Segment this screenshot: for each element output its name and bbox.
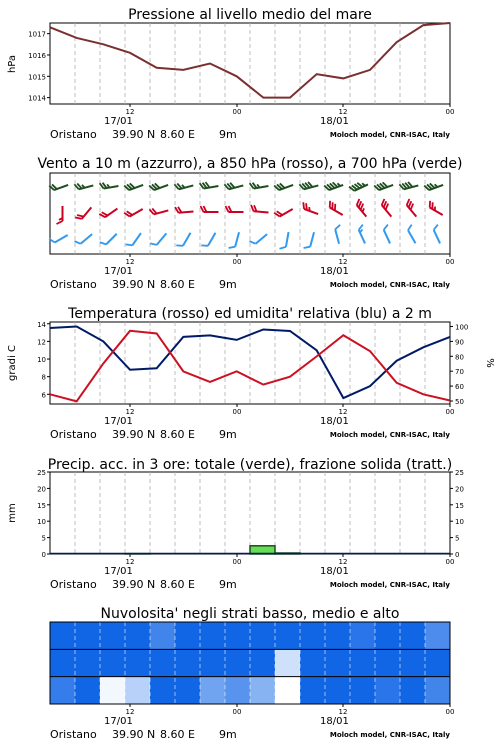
wind-barb-700hpa (74, 180, 93, 190)
wind-barb-700hpa (200, 180, 219, 189)
wind-barb-10m (49, 230, 68, 244)
y2-tick-label: 5 (455, 534, 460, 543)
wind-barb-850hpa (427, 201, 446, 215)
wind-barb-850hpa (380, 199, 396, 217)
cloud-cell-medio (375, 649, 400, 677)
cloud-cell-medio (125, 649, 150, 677)
wind-barb-850hpa (75, 204, 91, 222)
model-credit: Moloch model, CNR-ISAC, Italy (329, 281, 450, 289)
wind-barb-700hpa (299, 180, 318, 190)
longitude: 8.60 E (160, 428, 195, 441)
x-date-label: 18/01 (320, 566, 349, 577)
barb-flag (382, 225, 389, 230)
model-credit: Moloch model, CNR-ISAC, Italy (329, 431, 450, 439)
y2-tick-label: 25 (455, 469, 464, 477)
y2-tick-label: 70 (455, 368, 464, 377)
y-tick-label: 1017 (28, 30, 46, 39)
barb-flag (301, 202, 306, 209)
cloud-cell-basso (325, 677, 350, 705)
elevation: 9m (219, 428, 237, 441)
cloud-cell-medio (400, 649, 425, 677)
y-tick-label: 1014 (28, 94, 46, 103)
wind-barb-10m (201, 230, 215, 249)
cloud-cell-medio (300, 649, 325, 677)
y2-tick-label: 0 (455, 551, 460, 559)
barb-shaft (81, 234, 92, 244)
cloud-cell-medio (250, 649, 275, 677)
barb-shaft (408, 230, 416, 243)
y2-tick-label: 10 (455, 518, 464, 527)
cloud-cell-basso (275, 677, 300, 705)
x-date-label: 17/01 (104, 116, 133, 127)
wind-barb-700hpa (324, 179, 343, 191)
x-date-label: 17/01 (104, 566, 133, 577)
wind-barb-700hpa (274, 179, 293, 191)
cloud-cell-alto (125, 622, 150, 650)
longitude: 8.60 E (160, 578, 195, 591)
cloud-cell-basso (175, 677, 200, 705)
barb-flag (304, 245, 311, 249)
wind-barb-850hpa (99, 204, 117, 219)
wind-barb-700hpa (374, 179, 393, 191)
barb-flag (229, 245, 236, 249)
location-name: Oristano (50, 278, 97, 291)
cloud-cell-basso (75, 677, 100, 705)
cloud-cell-alto (425, 622, 450, 650)
cloud-cell-basso (125, 677, 150, 705)
longitude: 8.60 E (160, 278, 195, 291)
barb-shaft (434, 230, 440, 244)
barb-shaft (55, 235, 68, 243)
cloud-cell-basso (250, 677, 275, 705)
y2-tick-label: 20 (455, 485, 464, 494)
y2-tick-label: 15 (455, 501, 464, 510)
y-tick-label: 5 (41, 534, 46, 543)
model-credit: Moloch model, CNR-ISAC, Italy (329, 581, 450, 589)
cloud-cell-basso (50, 677, 75, 705)
chart-title: Vento a 10 m (azzurro), a 850 hPa (rosso), a 700 hPa (verde) (37, 156, 463, 172)
barb-shaft (256, 234, 267, 244)
wind-barb-700hpa (100, 180, 119, 189)
x-tick-label: 12 (125, 708, 135, 716)
wind-barb-700hpa (399, 180, 418, 190)
wind-barb-700hpa (149, 179, 168, 191)
cloud-cell-medio (175, 649, 200, 677)
y2-tick-label: 90 (455, 338, 464, 347)
chart-title: Nuvolosita' negli strati basso, medio e alto (100, 606, 400, 622)
x-tick-label: 00 (445, 558, 455, 566)
x-tick-label: 00 (232, 258, 242, 266)
barb-shaft (132, 233, 141, 245)
wind-barb-850hpa (405, 199, 421, 217)
y-tick-label: 25 (37, 469, 46, 477)
barb-shaft (384, 230, 390, 244)
y2-axis-label: % (484, 358, 495, 368)
cloud-cell-basso (375, 677, 400, 705)
x-date-label: 17/01 (104, 716, 133, 727)
wind-barb-850hpa (327, 201, 346, 215)
barb-flag (57, 221, 63, 224)
y-tick-label: 12 (37, 338, 46, 347)
elevation: 9m (219, 728, 237, 741)
wind-barb-850hpa (124, 204, 143, 218)
barb-shaft (335, 229, 339, 243)
location-name: Oristano (50, 128, 97, 141)
x-tick-label: 12 (338, 108, 348, 116)
wind-barb-700hpa (49, 179, 68, 191)
x-tick-label: 00 (232, 408, 242, 416)
x-tick-label: 00 (445, 108, 455, 116)
cloud-cell-medio (50, 649, 75, 677)
cloud-cell-basso (150, 677, 175, 705)
cloud-cell-alto (350, 622, 375, 650)
latitude: 39.90 N (112, 128, 156, 141)
chart-title: Precip. acc. in 3 ore: totale (verde), frazione solida (tratt.) (47, 457, 453, 473)
cloud-cell-alto (250, 622, 275, 650)
wind-barb-10m (150, 230, 166, 248)
chart-title: Temperatura (rosso) ed umidita' relativa (blu) a 2 m (68, 306, 432, 322)
plot-frame (50, 23, 450, 104)
cloud-cell-basso (200, 677, 225, 705)
barb-flag (100, 240, 106, 246)
cloud-cell-alto (50, 622, 75, 650)
y-tick-label: 0 (41, 551, 46, 559)
cloud-cell-alto (75, 622, 100, 650)
wind-barb-700hpa (124, 179, 143, 191)
latitude: 39.90 N (112, 428, 156, 441)
cloud-cell-basso (100, 677, 125, 705)
wind-barb-10m (334, 225, 344, 244)
barb-flag (432, 225, 439, 230)
wind-barb-850hpa (201, 206, 219, 212)
cloud-cell-alto (175, 622, 200, 650)
cloud-cell-medio (350, 649, 375, 677)
wind-barb-10m (229, 231, 239, 250)
wind-barb-10m (432, 225, 445, 244)
x-tick-label: 00 (445, 258, 455, 266)
x-date-label: 17/01 (104, 266, 133, 277)
cloud-cell-basso (350, 677, 375, 705)
longitude: 8.60 E (160, 728, 195, 741)
wind-barb-10m (126, 230, 141, 248)
cloud-cell-medio (200, 649, 225, 677)
wind-barb-10m (74, 230, 92, 246)
y-axis-label: gradi C (7, 345, 18, 381)
wind-barb-700hpa (224, 180, 243, 190)
chart-title: Pressione al livello medio del mare (128, 7, 372, 23)
wind-barb-850hpa (251, 205, 269, 213)
elevation: 9m (219, 578, 237, 591)
cloud-cell-basso (300, 677, 325, 705)
barb-flag (150, 241, 157, 247)
wind-barb-700hpa (424, 179, 443, 191)
y-tick-label: 15 (37, 501, 46, 510)
wind-barb-10m (176, 230, 190, 249)
barb-flag (126, 242, 133, 248)
wind-barb-10m (100, 230, 117, 247)
wind-barb-700hpa (174, 180, 193, 190)
wind-barb-850hpa (301, 202, 320, 214)
elevation: 9m (219, 278, 237, 291)
cloud-cell-alto (325, 622, 350, 650)
cloud-cell-medio (225, 649, 250, 677)
location-name: Oristano (50, 728, 97, 741)
y-tick-label: 1015 (28, 73, 46, 82)
wind-barb-700hpa (250, 180, 269, 189)
x-date-label: 18/01 (320, 116, 349, 127)
barb-flag (334, 225, 341, 229)
barb-flag (407, 225, 414, 231)
y-tick-label: 10 (37, 356, 46, 365)
latitude: 39.90 N (112, 578, 156, 591)
wind-barb-10m (280, 231, 289, 250)
x-tick-label: 00 (445, 708, 455, 716)
y-axis-label: mm (7, 503, 18, 523)
cloud-cell-medio (150, 649, 175, 677)
barb-flag (201, 243, 208, 249)
barb-shaft (286, 232, 289, 247)
location-name: Oristano (50, 578, 97, 591)
cloud-cell-medio (325, 649, 350, 677)
wind-barb-850hpa (149, 205, 168, 215)
y-tick-label: 8 (41, 373, 46, 382)
x-tick-label: 12 (338, 558, 348, 566)
model-credit: Moloch model, CNR-ISAC, Italy (329, 131, 450, 139)
cloud-cell-alto (150, 622, 175, 650)
x-tick-label: 12 (338, 408, 348, 416)
cloud-cell-alto (225, 622, 250, 650)
barb-shaft (310, 232, 314, 246)
y2-tick-label: 50 (455, 398, 464, 407)
cloud-cell-basso (225, 677, 250, 705)
cloud-cell-alto (200, 622, 225, 650)
model-credit: Moloch model, CNR-ISAC, Italy (329, 731, 450, 739)
longitude: 8.60 E (160, 128, 195, 141)
wind-barb-850hpa (226, 206, 244, 212)
wind-barb-850hpa (355, 199, 371, 217)
cloud-cell-basso (400, 677, 425, 705)
cloud-cell-medio (275, 649, 300, 677)
y-axis-label: hPa (7, 54, 18, 74)
y2-tick-label: 60 (455, 383, 464, 392)
x-date-label: 17/01 (104, 416, 133, 427)
y-tick-label: 14 (37, 320, 46, 329)
elevation: 9m (219, 128, 237, 141)
wind-barb-700hpa (349, 179, 368, 192)
x-date-label: 18/01 (320, 266, 349, 277)
wind-barb-850hpa (57, 206, 63, 224)
cloud-cell-medio (75, 649, 100, 677)
latitude: 39.90 N (112, 278, 156, 291)
wind-barb-10m (382, 225, 395, 244)
wind-barb-850hpa (274, 204, 293, 218)
wind-barb-10m (407, 225, 421, 244)
x-tick-label: 12 (338, 258, 348, 266)
barb-flag (280, 246, 286, 250)
x-tick-label: 00 (232, 558, 242, 566)
barb-shaft (235, 232, 239, 246)
barb-shaft (183, 233, 191, 246)
y-tick-label: 6 (41, 391, 46, 400)
latitude: 39.90 N (112, 728, 156, 741)
barb-flag (176, 243, 183, 249)
y-tick-label: 20 (37, 485, 46, 494)
wind-barb-10m (304, 231, 314, 250)
y-tick-label: 10 (37, 518, 46, 527)
cloud-cell-alto (100, 622, 125, 650)
cloud-cell-alto (375, 622, 400, 650)
cloud-cell-alto (275, 622, 300, 650)
x-tick-label: 12 (125, 558, 135, 566)
barb-shaft (157, 233, 167, 244)
barb-shaft (106, 234, 117, 245)
location-name: Oristano (50, 428, 97, 441)
x-tick-label: 12 (125, 108, 135, 116)
x-tick-label: 00 (232, 108, 242, 116)
cloud-cell-medio (100, 649, 125, 677)
y2-tick-label: 80 (455, 353, 464, 362)
wind-barb-10m (249, 230, 267, 246)
cloud-cell-basso (425, 677, 450, 705)
x-tick-label: 12 (125, 258, 135, 266)
cloud-cell-alto (300, 622, 325, 650)
wind-barb-10m (357, 225, 370, 244)
x-tick-label: 00 (445, 408, 455, 416)
barb-flag (357, 225, 364, 230)
cloud-cell-medio (425, 649, 450, 677)
x-tick-label: 12 (338, 708, 348, 716)
x-date-label: 18/01 (320, 416, 349, 427)
barb-shaft (208, 233, 216, 246)
plot-frame (50, 472, 450, 554)
y-tick-label: 1016 (28, 51, 46, 60)
x-tick-label: 00 (232, 708, 242, 716)
wind-barb-850hpa (175, 205, 193, 213)
x-tick-label: 12 (125, 408, 135, 416)
y2-tick-label: 100 (455, 323, 469, 332)
cloud-cell-alto (400, 622, 425, 650)
x-date-label: 18/01 (320, 716, 349, 727)
